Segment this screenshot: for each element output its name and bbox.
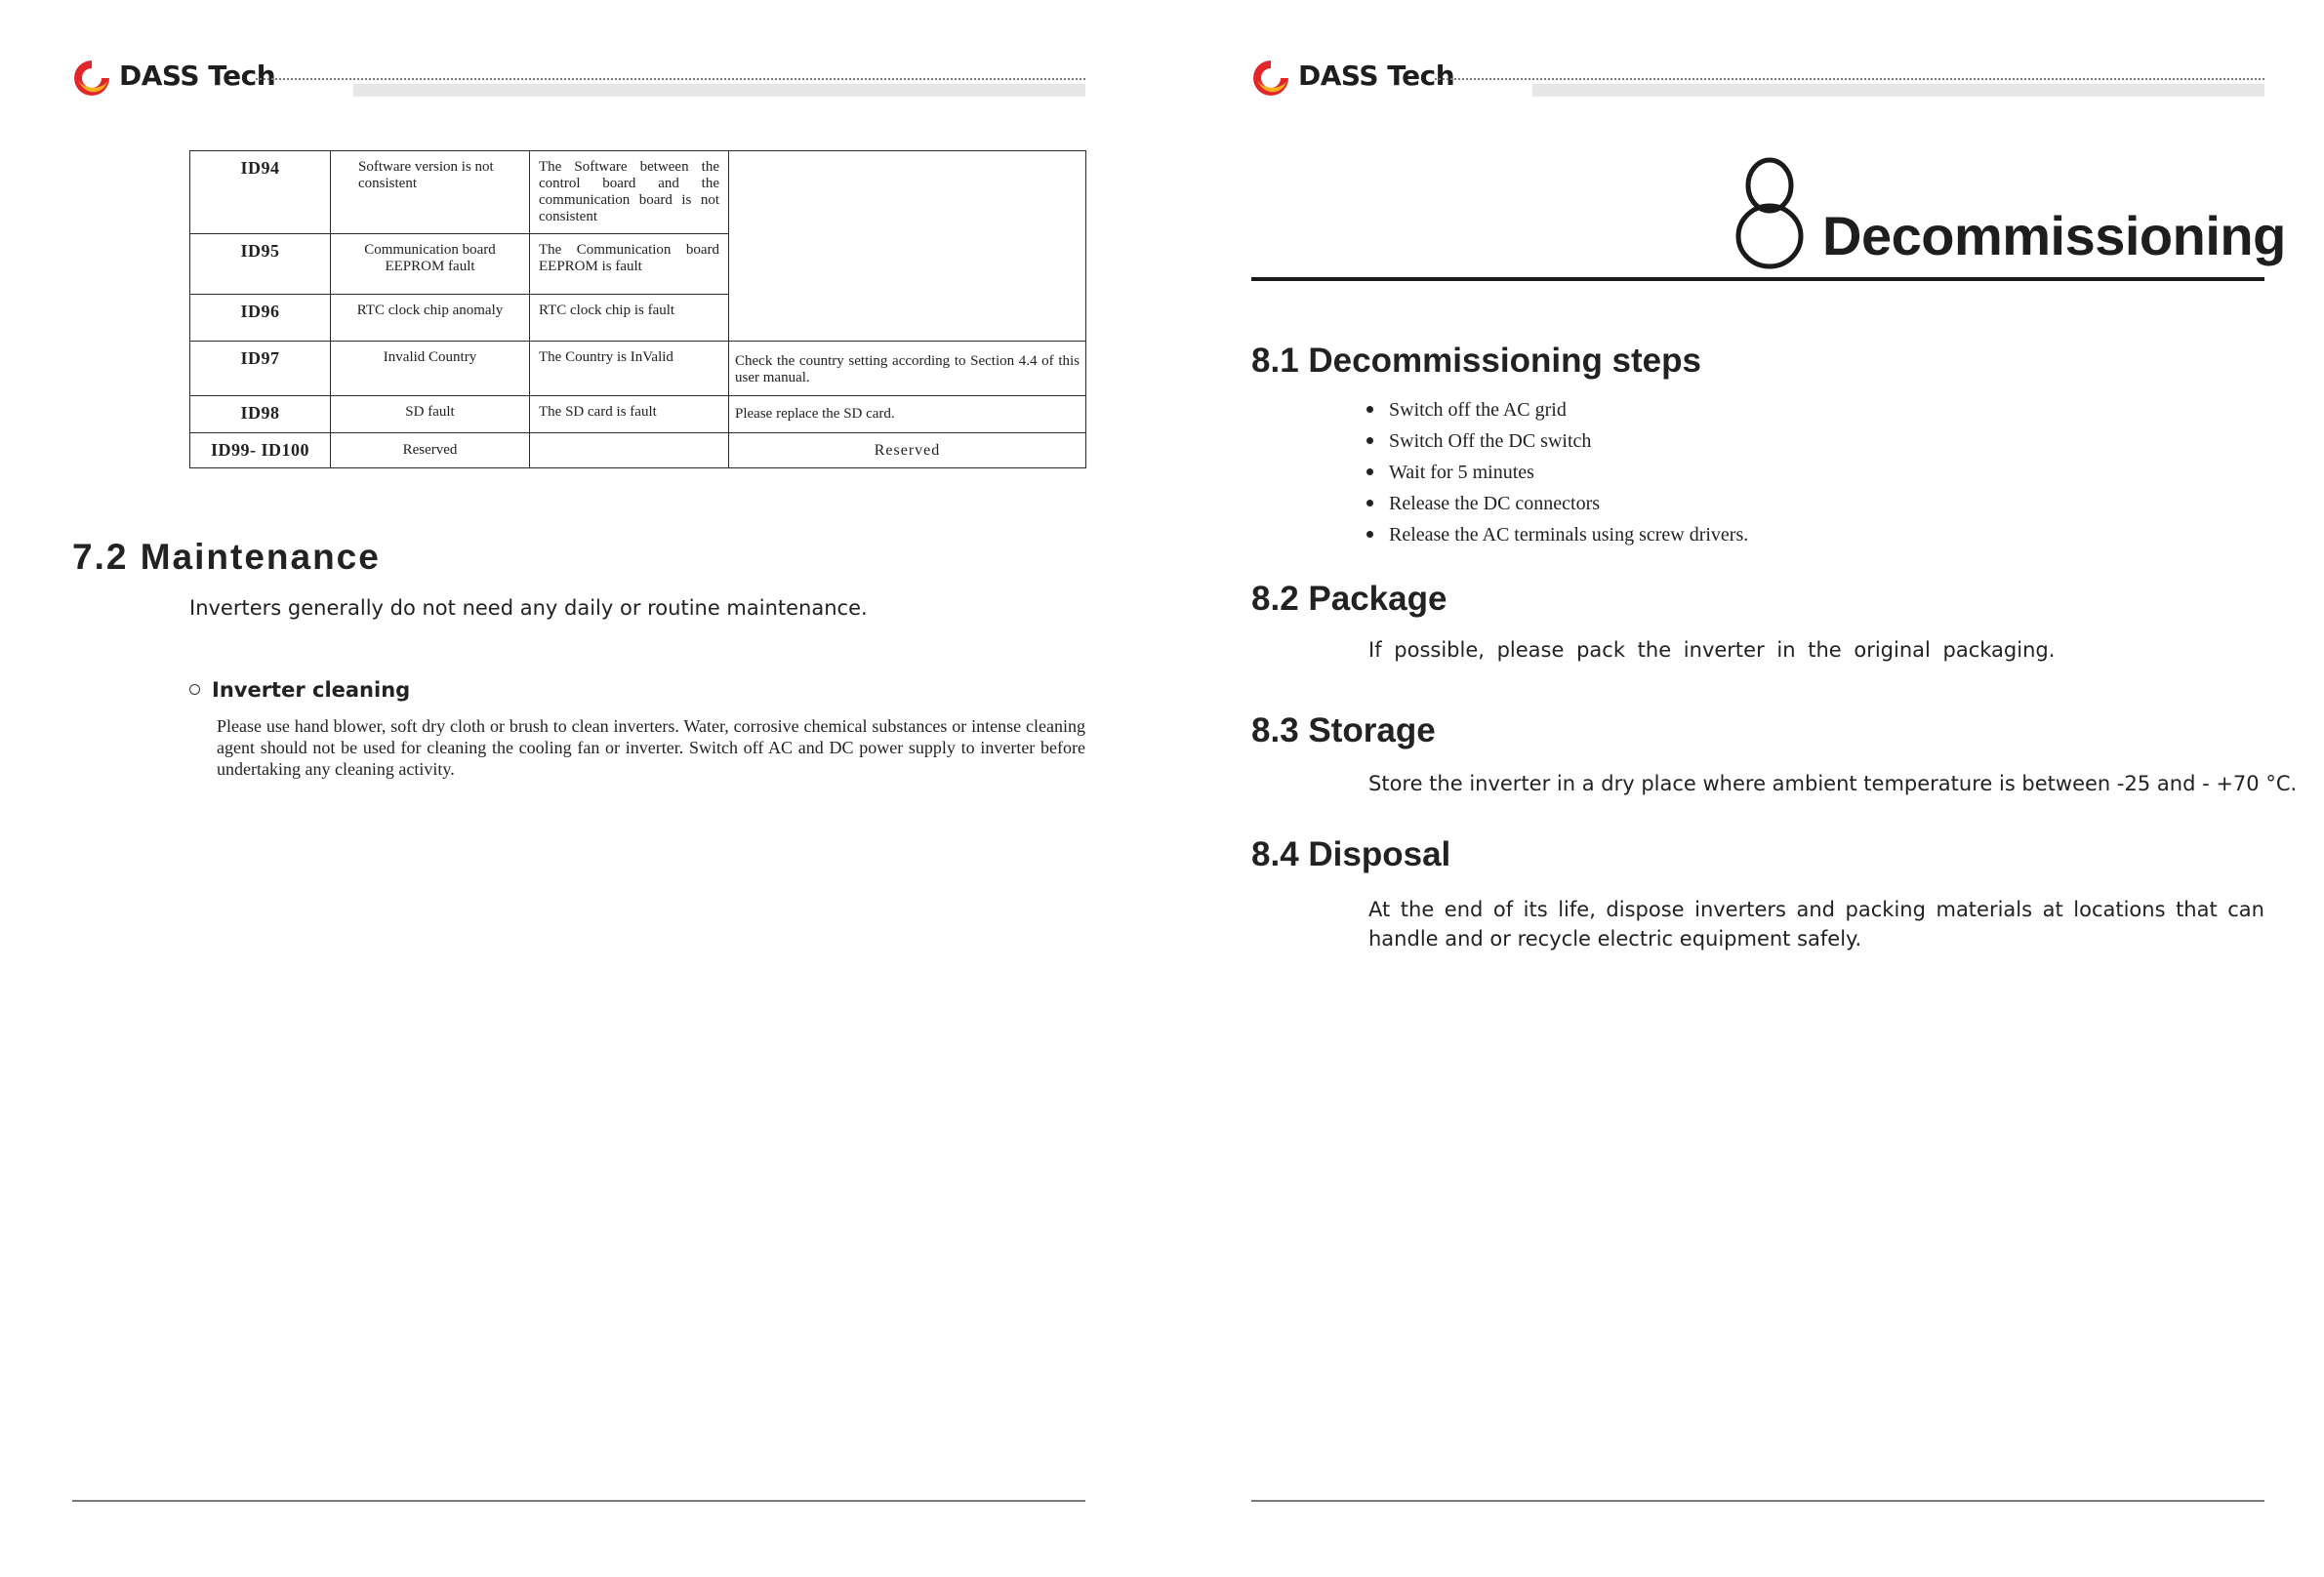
brand-name: DASS Tech bbox=[119, 60, 276, 92]
fault-id: ID95 bbox=[190, 234, 331, 295]
fault-cause: The Communication board EEPROM is fault bbox=[530, 234, 729, 295]
fault-cause: RTC clock chip is fault bbox=[530, 295, 729, 342]
package-text: If possible, please pack the inverter in the original packaging. bbox=[1368, 638, 2056, 662]
fault-solution bbox=[729, 151, 1086, 342]
brand-name: DASS Tech bbox=[1298, 60, 1455, 92]
table-row bbox=[190, 151, 1086, 234]
fault-name: RTC clock chip anomaly bbox=[331, 295, 530, 342]
disposal-text: At the end of its life, dispose inverters and packing materials at locations that can handle and or recycle electric equipment safely. bbox=[1368, 898, 2264, 950]
fault-name: Invalid Country bbox=[331, 342, 530, 396]
fault-name: SD fault bbox=[331, 396, 530, 433]
fault-cause: The Software between the control board and the communication board is not consistent bbox=[530, 151, 729, 234]
table-row bbox=[190, 342, 1086, 396]
fault-solution: Reserved bbox=[729, 433, 1086, 468]
circle-bullet-icon bbox=[189, 684, 200, 695]
chapter-title: Decommissioning bbox=[1822, 205, 2286, 266]
table-row bbox=[190, 433, 1086, 468]
fault-code-table bbox=[189, 150, 1086, 468]
chapter-number-8 bbox=[1731, 154, 1809, 269]
header-dotted-line bbox=[1435, 78, 2264, 80]
list-item: Switch off the AC grid bbox=[1366, 394, 1748, 425]
fault-id: ID94 bbox=[190, 151, 331, 234]
header-dotted-line bbox=[256, 78, 1085, 80]
maintenance-intro: Inverters generally do not need any daily or routine maintenance. bbox=[189, 596, 868, 620]
inverter-cleaning-text: Please use hand blower, soft dry cloth or brush to clean inverters. Water, corrosive chemical substances or intense cleaning agent should not be used for cleaning the cooling fan or inverter. Switch off AC and DC power supply to inverter before undertaking any cleaning activity. bbox=[217, 716, 1085, 779]
bullet-icon bbox=[1366, 437, 1373, 444]
list-item: Release the AC terminals using screw drivers. bbox=[1366, 519, 1748, 550]
bullet-icon bbox=[1366, 406, 1373, 413]
fault-cause bbox=[530, 433, 729, 468]
list-item: Wait for 5 minutes bbox=[1366, 457, 1748, 488]
list-item: Switch Off the DC switch bbox=[1366, 425, 1748, 457]
fault-name: Communication board EEPROM fault bbox=[331, 234, 530, 295]
decommissioning-steps-list bbox=[1366, 394, 1748, 550]
section-heading-storage: 8.3 Storage bbox=[1251, 711, 1436, 749]
fault-cause: The SD card is fault bbox=[530, 396, 729, 433]
page-header bbox=[72, 55, 1085, 100]
inverter-cleaning-label: Inverter cleaning bbox=[212, 678, 411, 702]
bullet-icon bbox=[1366, 500, 1373, 506]
fault-id: ID97 bbox=[190, 342, 331, 396]
header-bar bbox=[353, 84, 1085, 97]
fault-id: ID99- ID100 bbox=[190, 433, 331, 468]
dass-logo-icon bbox=[1251, 59, 1290, 98]
footer-rule bbox=[72, 1500, 1085, 1502]
bullet-icon bbox=[1366, 531, 1373, 538]
fault-solution: Check the country setting according to Section 4.4 of this user manual. bbox=[729, 342, 1086, 396]
fault-name: Reserved bbox=[331, 433, 530, 468]
fault-id: ID98 bbox=[190, 396, 331, 433]
dass-logo-icon bbox=[72, 59, 111, 98]
chapter-rule bbox=[1251, 277, 2264, 281]
header-bar bbox=[1532, 84, 2264, 97]
inverter-cleaning-title bbox=[189, 678, 410, 702]
section-heading-disposal: 8.4 Disposal bbox=[1251, 835, 1451, 873]
section-heading-decommissioning-steps: 8.1 Decommissioning steps bbox=[1251, 342, 1701, 380]
right-page bbox=[1162, 0, 2323, 1577]
fault-cause: The Country is InValid bbox=[530, 342, 729, 396]
bullet-icon bbox=[1366, 468, 1373, 475]
footer-rule bbox=[1251, 1500, 2264, 1502]
storage-text: Store the inverter in a dry place where ambient temperature is between -25 and - +70 °C. bbox=[1368, 772, 2298, 795]
fault-id: ID96 bbox=[190, 295, 331, 342]
fault-solution: Please replace the SD card. bbox=[729, 396, 1086, 433]
fault-name: Software version is not consistent bbox=[331, 151, 530, 234]
list-item: Release the DC connectors bbox=[1366, 488, 1748, 519]
page-header bbox=[1251, 55, 2264, 100]
section-heading-package: 8.2 Package bbox=[1251, 580, 1447, 618]
table-row bbox=[190, 396, 1086, 433]
section-heading-maintenance: 7.2 Maintenance bbox=[72, 537, 381, 577]
